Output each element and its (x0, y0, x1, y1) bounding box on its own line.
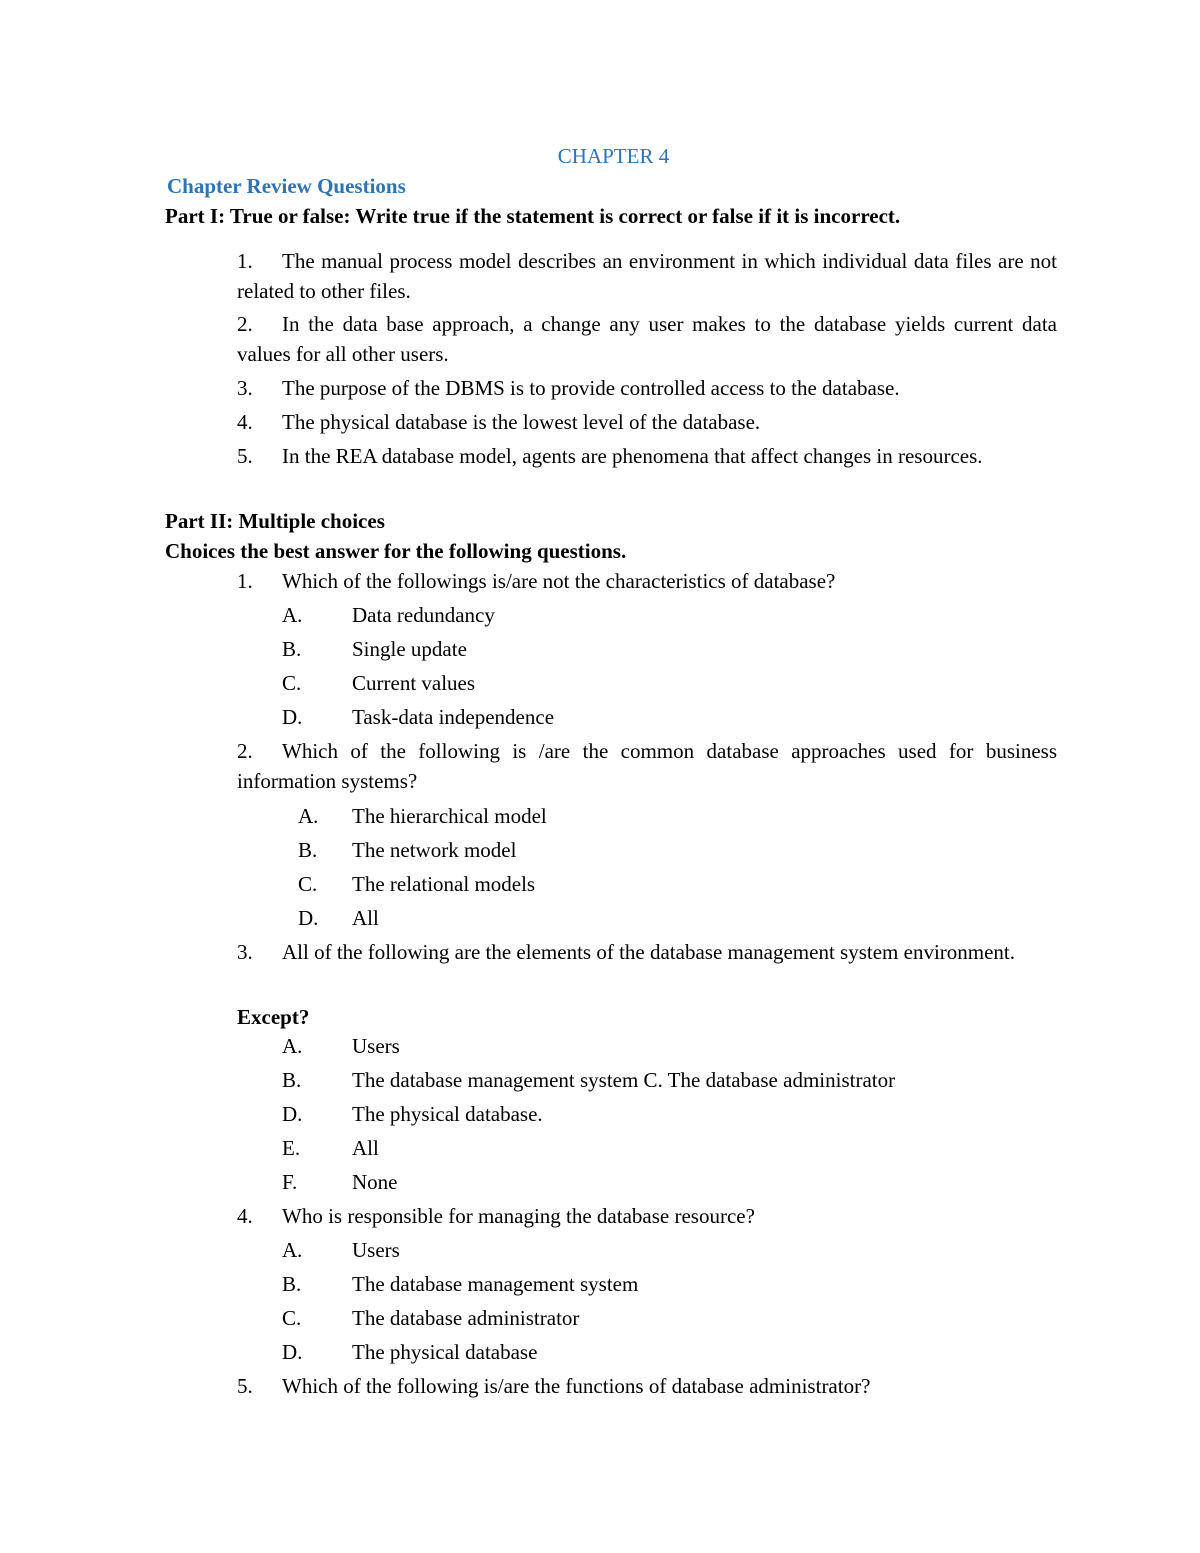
option-letter: C. (282, 1306, 302, 1330)
option-text: Current values (352, 671, 476, 695)
option-letter: B. (282, 1068, 302, 1092)
mc-question-1 (237, 566, 1057, 596)
option-letter: C. (298, 872, 318, 896)
q1-option-a (282, 600, 495, 630)
option-letter: B. (298, 838, 318, 862)
option-letter: B. (282, 637, 302, 661)
option-text: Single update (352, 637, 467, 661)
option-text: Data redundancy (352, 603, 495, 627)
tf-item-1 (237, 246, 1057, 306)
tf-item-2 (237, 309, 1057, 369)
option-text: The database management system (352, 1272, 639, 1296)
q4-option-b (282, 1269, 638, 1299)
tf-item-number: 3. (237, 376, 253, 400)
option-letter: F. (282, 1170, 298, 1194)
q3-option-a (282, 1031, 400, 1061)
option-text: The hierarchical model (352, 804, 547, 828)
option-letter: E. (282, 1136, 301, 1160)
q3-option-f (282, 1167, 398, 1197)
q2-option-d (298, 903, 379, 933)
option-text: None (352, 1170, 398, 1194)
option-letter: D. (282, 705, 303, 729)
option-letter: A. (282, 1034, 303, 1058)
option-text: Users (352, 1034, 400, 1058)
option-text: Users (352, 1238, 400, 1262)
tf-item-number: 2. (237, 312, 253, 336)
q1-option-c (282, 668, 475, 698)
part2-instruction: Choices the best answer for the following questions. (165, 539, 627, 563)
q1-option-d (282, 702, 554, 732)
tf-item-number: 4. (237, 410, 253, 434)
option-letter: C. (282, 671, 302, 695)
q3-except-label: Except? (237, 1005, 310, 1029)
option-text: Task-data independence (352, 705, 555, 729)
tf-item-5 (237, 441, 1057, 471)
question-number: 4. (237, 1204, 253, 1228)
option-text: The relational models (352, 872, 536, 896)
part1-heading: Part I: True or false: Write true if the statement is correct or false if it is incorrect. (165, 204, 901, 228)
tf-item-text: The manual process model describes an environment in which individual data files are not related to other files. (237, 249, 1057, 303)
question-text: Which of the following is/are the functions of database administrator? (282, 1374, 871, 1398)
q4-option-a (282, 1235, 400, 1265)
review-heading: Chapter Review Questions (167, 174, 406, 198)
option-text: All (352, 906, 379, 930)
tf-item-text: In the REA database model, agents are phenomena that affect changes in resources. (282, 444, 983, 468)
question-text: Which of the followings is/are not the characteristics of database? (282, 569, 836, 593)
q1-option-b (282, 634, 467, 664)
mc-question-4 (237, 1201, 1057, 1231)
option-text: The database management system C. The database administrator (352, 1068, 896, 1092)
tf-item-text: The physical database is the lowest level of the database. (282, 410, 761, 434)
question-number: 1. (237, 569, 253, 593)
tf-item-text: In the data base approach, a change any user makes to the database yields current data values for all other users. (237, 312, 1057, 366)
option-text: All (352, 1136, 379, 1160)
part2-heading: Part II: Multiple choices (165, 509, 385, 533)
option-text: The physical database (352, 1340, 538, 1364)
option-letter: D. (282, 1102, 303, 1126)
tf-item-text: The purpose of the DBMS is to provide controlled access to the database. (282, 376, 900, 400)
q4-option-d (282, 1337, 537, 1367)
mc-question-3 (237, 937, 1057, 967)
option-letter: B. (282, 1272, 302, 1296)
q2-option-b (298, 835, 516, 865)
option-text: The database administrator (352, 1306, 580, 1330)
question-number: 3. (237, 940, 253, 964)
chapter-title: CHAPTER 4 (557, 144, 670, 168)
tf-item-3 (237, 373, 1057, 403)
mc-question-5 (237, 1371, 1057, 1401)
q3-option-e (282, 1133, 379, 1163)
q3-option-b (282, 1065, 895, 1095)
option-letter: A. (282, 1238, 303, 1262)
question-text: All of the following are the elements of the database management system environment. (282, 940, 1016, 964)
question-number: 5. (237, 1374, 253, 1398)
tf-item-number: 5. (237, 444, 253, 468)
question-text: Who is responsible for managing the database resource? (282, 1204, 755, 1228)
q4-option-c (282, 1303, 579, 1333)
option-letter: D. (282, 1340, 303, 1364)
q3-option-d (282, 1099, 543, 1129)
mc-question-2 (237, 736, 1057, 796)
option-letter: A. (282, 603, 303, 627)
q2-option-c (298, 869, 535, 899)
tf-item-number: 1. (237, 249, 253, 273)
question-text: Which of the following is /are the common database approaches used for business information systems? (237, 739, 1057, 793)
option-letter: A. (298, 804, 319, 828)
q2-option-a (298, 801, 547, 831)
tf-item-4 (237, 407, 1057, 437)
option-text: The physical database. (352, 1102, 543, 1126)
option-letter: D. (298, 906, 319, 930)
question-number: 2. (237, 739, 253, 763)
option-text: The network model (352, 838, 517, 862)
